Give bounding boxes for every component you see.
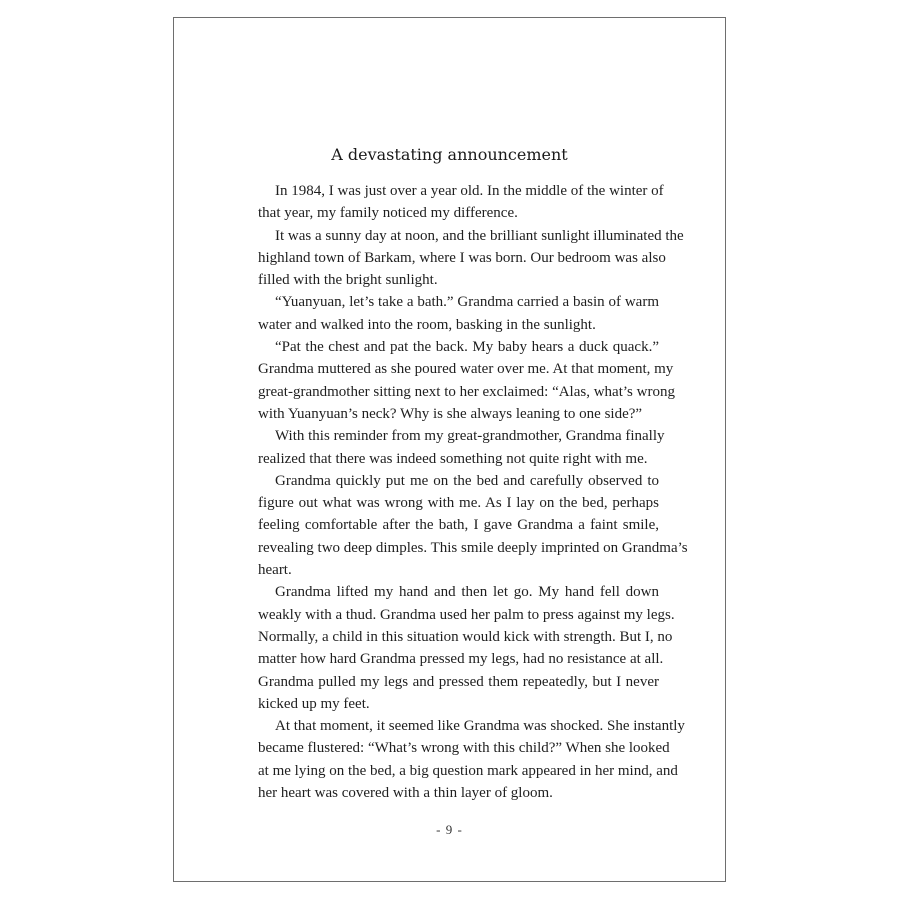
- paragraph: [258, 581, 675, 715]
- paragraph: [258, 336, 675, 425]
- paragraph: [258, 470, 688, 581]
- text-line: became flustered: “What’s wrong with this child?” When she looked: [258, 740, 670, 757]
- paragraph: [258, 225, 684, 292]
- text-line: figure out what was wrong with me. As I lay on the bed, perhaps: [258, 495, 659, 512]
- text-line: great-grandmother sitting next to her exclaimed: “Alas, what’s wrong: [258, 383, 675, 400]
- text-line: highland town of Barkam, where I was born. Our bedroom was also: [258, 249, 666, 266]
- text-line: Grandma muttered as she poured water over me. At that moment, my: [258, 361, 674, 378]
- text-line: that year, my family noticed my difference.: [258, 205, 518, 222]
- text-line: Grandma lifted my hand and then let go. My hand fell down: [275, 584, 659, 601]
- text-line: water and walked into the room, basking in the sunlight.: [258, 316, 596, 333]
- paragraph: [258, 715, 685, 804]
- paragraph: [258, 291, 659, 336]
- text-line: It was a sunny day at noon, and the brilliant sunlight illuminated the: [275, 227, 684, 244]
- text-line: In 1984, I was just over a year old. In the middle of the winter of: [275, 183, 664, 199]
- text-line: matter how hard Grandma pressed my legs, had no resistance at all.: [258, 651, 664, 668]
- text-line: kicked up my feet.: [258, 695, 370, 712]
- paragraph: [258, 180, 664, 225]
- text-line: her heart was covered with a thin layer of gloom.: [258, 785, 553, 802]
- text-line: With this reminder from my great-grandmother, Grandma finally: [275, 428, 665, 445]
- text-line: Grandma pulled my legs and pressed them repeatedly, but I never: [258, 673, 659, 690]
- text-line: “Yuanyuan, let’s take a bath.” Grandma carried a basin of warm: [275, 294, 659, 311]
- text-line: with Yuanyuan’s neck? Why is she always leaning to one side?”: [258, 405, 643, 422]
- chapter-title: A devastating announcement: [331, 145, 568, 164]
- body-text: [258, 180, 688, 804]
- text-line: filled with the bright sunlight.: [258, 272, 438, 289]
- text-line: realized that there was indeed something not quite right with me.: [258, 450, 648, 467]
- text-line: Normally, a child in this situation would kick with strength. But I, no: [258, 628, 673, 645]
- text-line: Grandma quickly put me on the bed and carefully observed to: [275, 472, 659, 489]
- text-line: heart.: [258, 562, 292, 579]
- paragraph: [258, 425, 665, 470]
- text-line: revealing two deep dimples. This smile deeply imprinted on Grandma’s: [258, 539, 688, 556]
- page-number: - 9 -: [436, 822, 463, 837]
- text-line: feeling comfortable after the bath, I gave Grandma a faint smile,: [258, 517, 659, 534]
- text-line: At that moment, it seemed like Grandma was shocked. She instantly: [275, 718, 685, 735]
- book-page: [173, 17, 726, 882]
- text-line: weakly with a thud. Grandma used her palm to press against my legs.: [258, 606, 675, 623]
- text-line: at me lying on the bed, a big question mark appeared in her mind, and: [258, 762, 678, 779]
- text-line: “Pat the chest and pat the back. My baby hears a duck quack.”: [275, 339, 659, 356]
